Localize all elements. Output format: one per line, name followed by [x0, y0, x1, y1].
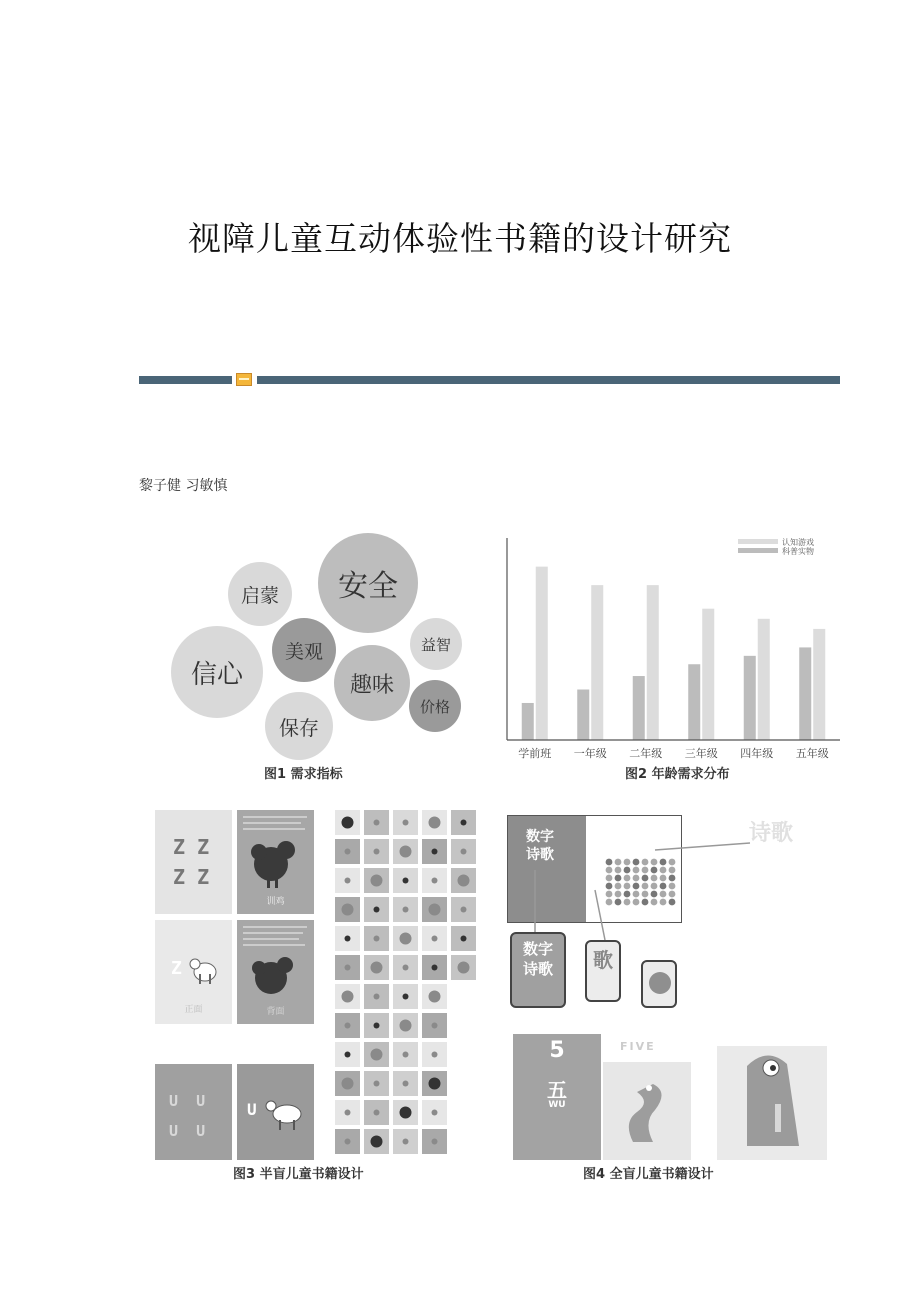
grid-tile-icon — [345, 936, 351, 942]
grid-tile-icon — [432, 1110, 438, 1116]
faint-poetry-label: 诗歌 — [749, 821, 794, 846]
page-title: 视障儿童互动体验性书籍的设计研究 — [188, 219, 732, 258]
poetry-card — [510, 932, 566, 1008]
bar-science-object-4 — [744, 656, 756, 740]
title-rule-right — [257, 376, 840, 384]
book-cover-z-front — [155, 920, 232, 1024]
x-tick-label: 二年级 — [629, 747, 663, 760]
zz-letters: Z Z Z Z — [173, 835, 210, 889]
grid-tile-icon — [429, 817, 441, 829]
grid-tile-icon — [345, 1139, 351, 1145]
grid-tile-icon — [374, 820, 380, 826]
bubble-label: 安全 — [338, 569, 398, 604]
grid-tile-icon — [458, 962, 470, 974]
bar-science-object-0 — [522, 703, 534, 740]
figure-2 — [500, 533, 840, 783]
grid-tile-icon — [374, 1023, 380, 1029]
bar-cognitive-game-0 — [536, 567, 548, 740]
legend-swatch — [738, 548, 778, 553]
grid-tile-icon — [374, 1110, 380, 1116]
grid-tile-icon — [403, 994, 409, 1000]
unicorn-icon — [261, 1094, 309, 1134]
grid-tile-icon — [345, 965, 351, 971]
age-demand-chart — [500, 533, 840, 765]
x-tick-label: 三年级 — [684, 747, 718, 760]
grid-tile-icon — [461, 820, 467, 826]
bubble-label: 信心 — [190, 659, 243, 690]
figure-4 — [505, 810, 835, 1185]
bar-science-object-1 — [577, 690, 589, 741]
figure-4-caption: 图4 全盲儿童书籍设计 — [583, 1167, 714, 1182]
back-label: 背面 — [266, 1007, 285, 1017]
zebra-icon — [183, 950, 223, 990]
bubble-preservation — [265, 692, 333, 760]
uu-letters: U U U U — [169, 1092, 206, 1140]
grid-tile-icon — [345, 1052, 351, 1058]
legend-swatch — [738, 539, 778, 544]
grid-tile-icon — [400, 846, 412, 858]
grid-tile-icon — [403, 965, 409, 971]
grid-tile-icon — [374, 994, 380, 1000]
legend-label: 科普实物 — [782, 547, 814, 556]
rooster-label: 训鸡 — [266, 897, 285, 907]
number-five-pinyin: WU — [548, 1100, 566, 1110]
bar-science-object-5 — [799, 647, 811, 740]
tile-grid — [335, 810, 480, 1160]
grid-tile-icon — [461, 907, 467, 913]
bubble-intelligence — [410, 618, 462, 670]
grid-tile-icon — [432, 849, 438, 855]
bubble-label: 美观 — [284, 640, 323, 663]
bubble-price — [409, 680, 461, 732]
bar-cognitive-game-1 — [591, 585, 603, 740]
grid-tile-icon — [461, 849, 467, 855]
grid-tile-icon — [403, 907, 409, 913]
bubble-fun — [334, 645, 410, 721]
bubble-confidence — [171, 626, 263, 718]
grid-tile-icon — [403, 1139, 409, 1145]
bubble-safety — [318, 533, 418, 633]
grid-tile-icon — [345, 849, 351, 855]
book-cover-zz — [155, 810, 232, 914]
song-char: 歌 — [593, 948, 613, 972]
book-cover-uu — [155, 1064, 232, 1160]
number-five-cn: 五 — [547, 1078, 567, 1102]
figure-1-caption: 图1 需求指标 — [264, 767, 343, 782]
bar-cognitive-game-4 — [758, 619, 770, 740]
grid-tile-icon — [342, 991, 354, 1003]
x-tick-label: 学前班 — [518, 747, 552, 760]
grid-tile-icon — [345, 878, 351, 884]
penguin-illustration — [717, 1046, 827, 1160]
grid-tile-icon — [371, 1136, 383, 1148]
book-cover-u-unicorn — [237, 1064, 314, 1160]
circle-icon — [649, 972, 671, 994]
x-tick-label: 四年级 — [740, 747, 774, 760]
bar-cognitive-game-5 — [813, 629, 825, 740]
page-rooster-1 — [237, 810, 314, 914]
grid-tile-icon — [342, 904, 354, 916]
grid-tile-icon — [371, 962, 383, 974]
grid-tile-icon — [403, 820, 409, 826]
title-rule-left — [139, 376, 232, 384]
x-tick-label: 一年级 — [573, 747, 607, 760]
grid-tile-icon — [400, 1107, 412, 1119]
bar-science-object-2 — [633, 676, 645, 740]
cover-title-line-2: 诗歌 — [526, 847, 554, 863]
grid-tile-icon — [458, 875, 470, 887]
bubble-label: 趣味 — [349, 672, 394, 698]
grid-tile-icon — [403, 1052, 409, 1058]
bubble-label: 价格 — [419, 697, 450, 716]
grid-tile-icon — [432, 936, 438, 942]
grid-tile-icon — [400, 933, 412, 945]
penguin-icon — [717, 1046, 827, 1160]
grid-tile-icon — [371, 1049, 383, 1061]
figure-3-caption: 图3 半盲儿童书籍设计 — [233, 1167, 364, 1182]
front-label: 正面 — [184, 1005, 203, 1015]
grid-tile-icon — [374, 1081, 380, 1087]
grid-tile-icon — [374, 907, 380, 913]
grid-tile-icon — [432, 1052, 438, 1058]
x-tick-label: 五年级 — [795, 747, 829, 760]
circle-button-card — [641, 960, 677, 1008]
grid-tile-icon — [432, 1023, 438, 1029]
card-title-line-1: 数字 — [522, 940, 553, 958]
grid-tile-icon — [432, 965, 438, 971]
grid-tile-icon — [374, 936, 380, 942]
rule-marker-icon — [236, 373, 252, 386]
bubble-label: 启蒙 — [240, 584, 279, 607]
figure-1 — [160, 530, 480, 780]
grid-tile-icon — [345, 1023, 351, 1029]
card-title-line-2: 诗歌 — [522, 960, 553, 978]
grid-tile-icon — [400, 1020, 412, 1032]
grid-tile-icon — [345, 1110, 351, 1116]
grid-tile-icon — [429, 1078, 441, 1090]
bubble-label: 益智 — [420, 635, 451, 654]
bubble-aesthetics — [272, 618, 336, 682]
bubble-enlighten — [228, 562, 292, 626]
grid-tile-icon — [429, 904, 441, 916]
legend-label: 认知游戏 — [782, 538, 814, 547]
grid-tile-icon — [429, 991, 441, 1003]
snake-icon — [603, 1062, 691, 1160]
bar-cognitive-game-3 — [702, 609, 714, 740]
u-letter: U — [247, 1100, 257, 1119]
snake-illustration — [603, 1062, 691, 1160]
grid-tile-icon — [432, 1139, 438, 1145]
authors: 黎子健 习敏慎 — [139, 478, 228, 494]
page-rooster-back — [237, 920, 314, 1024]
bar-science-object-3 — [688, 664, 700, 740]
grid-tile-icon — [432, 878, 438, 884]
grid-tile-icon — [374, 849, 380, 855]
bubble-label: 保存 — [279, 715, 319, 740]
english-five-label: FIVE — [620, 1040, 656, 1053]
figure-3 — [155, 810, 480, 1185]
cover-title-line-1: 数字 — [526, 829, 554, 845]
grid-tile-icon — [403, 1081, 409, 1087]
grid-tile-icon — [342, 1078, 354, 1090]
grid-tile-icon — [403, 878, 409, 884]
grid-tile-icon — [342, 817, 354, 829]
song-card — [585, 940, 621, 1002]
number-five-cover — [513, 1034, 601, 1160]
number-five: 5 — [549, 1038, 565, 1063]
figure-2-caption: 图2 年龄需求分布 — [625, 767, 730, 782]
grid-tile-icon — [371, 875, 383, 887]
bar-cognitive-game-2 — [647, 585, 659, 740]
grid-tile-icon — [461, 936, 467, 942]
tile-grid-svg — [335, 810, 480, 1160]
z-letter: Z — [171, 958, 182, 979]
